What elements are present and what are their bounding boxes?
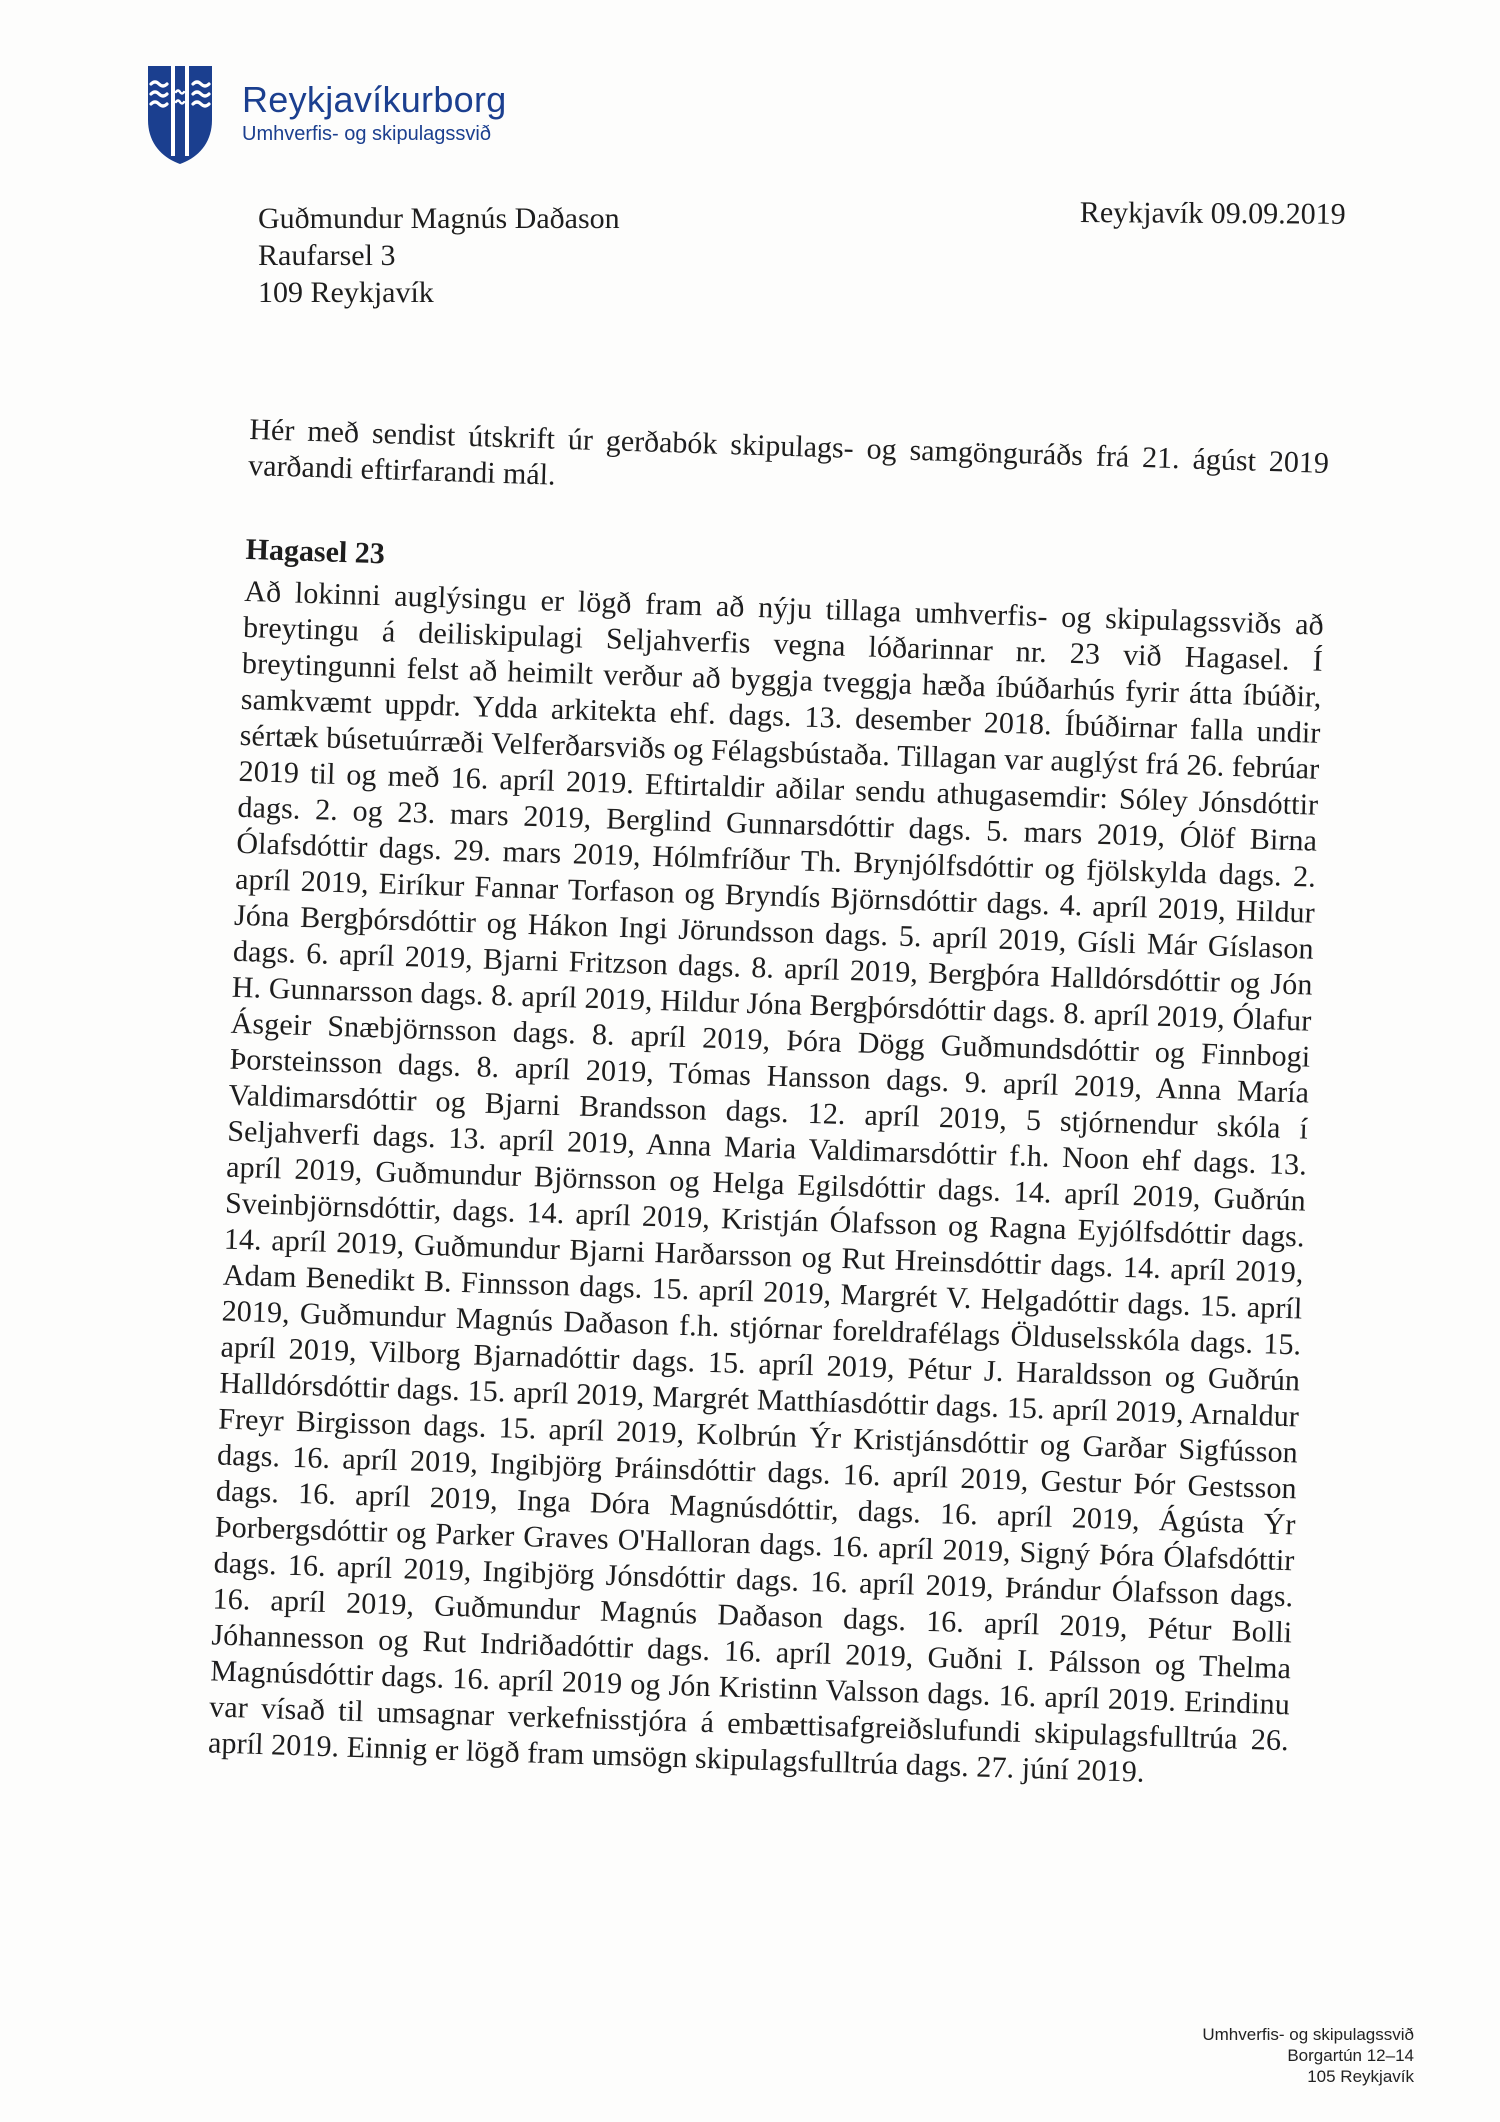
letter-body [208,412,1330,1795]
letter-date: Reykjavík 09.09.2019 [1079,195,1346,231]
case-text: Að lokinni auglýsingu er lögð fram að nýju tillaga umhverfis- og skipulagssviðs að breytingu á deiliskipulagi Seljahverfis vegna lóðarinnar nr. 23 við Hagasel. Í breytingunni felst að heimilt verður að byggja tveggja hæða íbúðarhús fyrir átta íbúðir, samkvæmt uppdr. Ydda arkitekta ehf. dags. 13. desember 2018. Íbúðirnar falla undir sértæk búsetuúrræði Velferðarsviðs og Félagsbústaða. Tillagan var auglýst frá 26. febrúar 2019 til og með 16. apríl 2019. Eftirtaldir aðilar sendu athugasemdir: Sóley Jónsdóttir dags. 2. og 23. mars 2019, Berglind Gunnarsdóttir dags. 5. mars 2019, Ólöf Birna Ólafsdóttir dags. 29. mars 2019, Hólmfríður Th. Brynjólfsdóttir og fjölskylda dags. 2. apríl 2019, Eiríkur Fannar Torfason og Bryndís Björnsdóttir dags. 4. apríl 2019, Hildur Jóna Bergþórsdóttir og Hákon Ingi Jörundsson dags. 5. apríl 2019, Gísli Már Gíslason dags. 6. apríl 2019, Bjarni Fritzson dags. 8. apríl 2019, Bergþóra Halldórsdóttir og Jón H. Gunnarsson dags. 8. apríl 2019, Hildur Jóna Bergþórsdóttir dags. 8. apríl 2019, Ólafur Ásgeir Snæbjörnsson dags. 8. apríl 2019, Þóra Dögg Guðmundsdóttir og Finnbogi Þorsteinsson dags. 8. apríl 2019, Tómas Hansson dags. 9. apríl 2019, Anna María Valdimarsdóttir og Bjarni Brandsson dags. 12. apríl 2019, 5 stjórnendur skóla í Seljahverfi dags. 13. apríl 2019, Anna Maria Valdimarsdóttir f.h. Noon ehf dags. 13. apríl 2019, Guðmundur Björnsson og Helga Egilsdóttir dags. 14. apríl 2019, Guðrún Sveinbjörnsdóttir, dags. 14. apríl 2019, Kristján Ólafsson og Ragna Eyjólfsdóttir dags. 14. apríl 2019, Guðmundur Bjarni Harðarsson og Rut Hreinsdóttir dags. 14. apríl 2019, Adam Benedikt B. Finnsson dags. 15. apríl 2019, Margrét V. Helgadóttir dags. 15. apríl 2019, Guðmundur Magnús Daðason f.h. stjórnar foreldrafélags Ölduselsskóla dags. 15. apríl 2019, Vilborg Bjarnadóttir dags. 15. apríl 2019, Pétur J. Haraldsson og Guðrún Halldórsdóttir dags. 15. apríl 2019, Margrét Matthíasdóttir dags. 15. apríl 2019, Arnaldur Freyr Birgisson dags. 15. apríl 2019, Kolbrún Ýr Kristjánsdóttir og Garðar Sigfússon dags. 16. apríl 2019, Ingibjörg Þráinsdóttir dags. 16. apríl 2019, Gestur Þór Gestsson dags. 16. apríl 2019, Inga Dóra Magnúsdóttir, dags. 16. apríl 2019, Ágústa Ýr Þorbergsdóttir og Parker Graves O'Halloran dags. 16. apríl 2019, Signý Þóra Ólafsdóttir dags. 16. apríl 2019, Ingibjörg Jónsdóttir dags. 16. apríl 2019, Þrándur Ólafsson dags. 16. apríl 2019, Guðmundur Magnús Daðason dags. 16. apríl 2019, Pétur Bolli Jóhannesson og Rut Indriðadóttir dags. 16. apríl 2019, Guðni I. Pálsson og Thelma Magnúsdóttir dags. 16. apríl 2019 og Jón Kristinn Valsson dags. 16. apríl 2019. Erindinu var vísað til umsagnar verkefnisstjóra á embættisafgreiðslufundi skipulagsfulltrúa 26. apríl 2019. Einnig er lögð fram umsögn skipulagsfulltrúa dags. 27. júní 2019. [207,574,1325,1789]
footer-street: Borgartún 12–14 [1287,2046,1414,2065]
recipient-street: Raufarsel 3 [258,239,396,272]
footer-address [1202,2024,1414,2087]
organization-name: Reykjavíkurborg [242,79,507,120]
intro-paragraph: Hér með sendist útskrift úr gerðabók skipulags- og samgönguráðs frá 21. ágúst 2019 varðandi eftirfarandi mál. [247,412,1330,492]
recipient-name: Guðmundur Magnús Daðason [258,202,620,235]
recipient-address [258,200,620,311]
reykjavik-coat-of-arms-icon [145,62,215,166]
footer-department: Umhverfis- og skipulagssvið [1202,2025,1414,2044]
footer-city: 105 Reykjavík [1307,2067,1414,2086]
recipient-city: 109 Reykjavík [258,276,434,309]
case-heading: Hagasel 23 [245,532,386,571]
letterhead [242,80,507,146]
department-name: Umhverfis- og skipulagssvið [242,123,491,145]
